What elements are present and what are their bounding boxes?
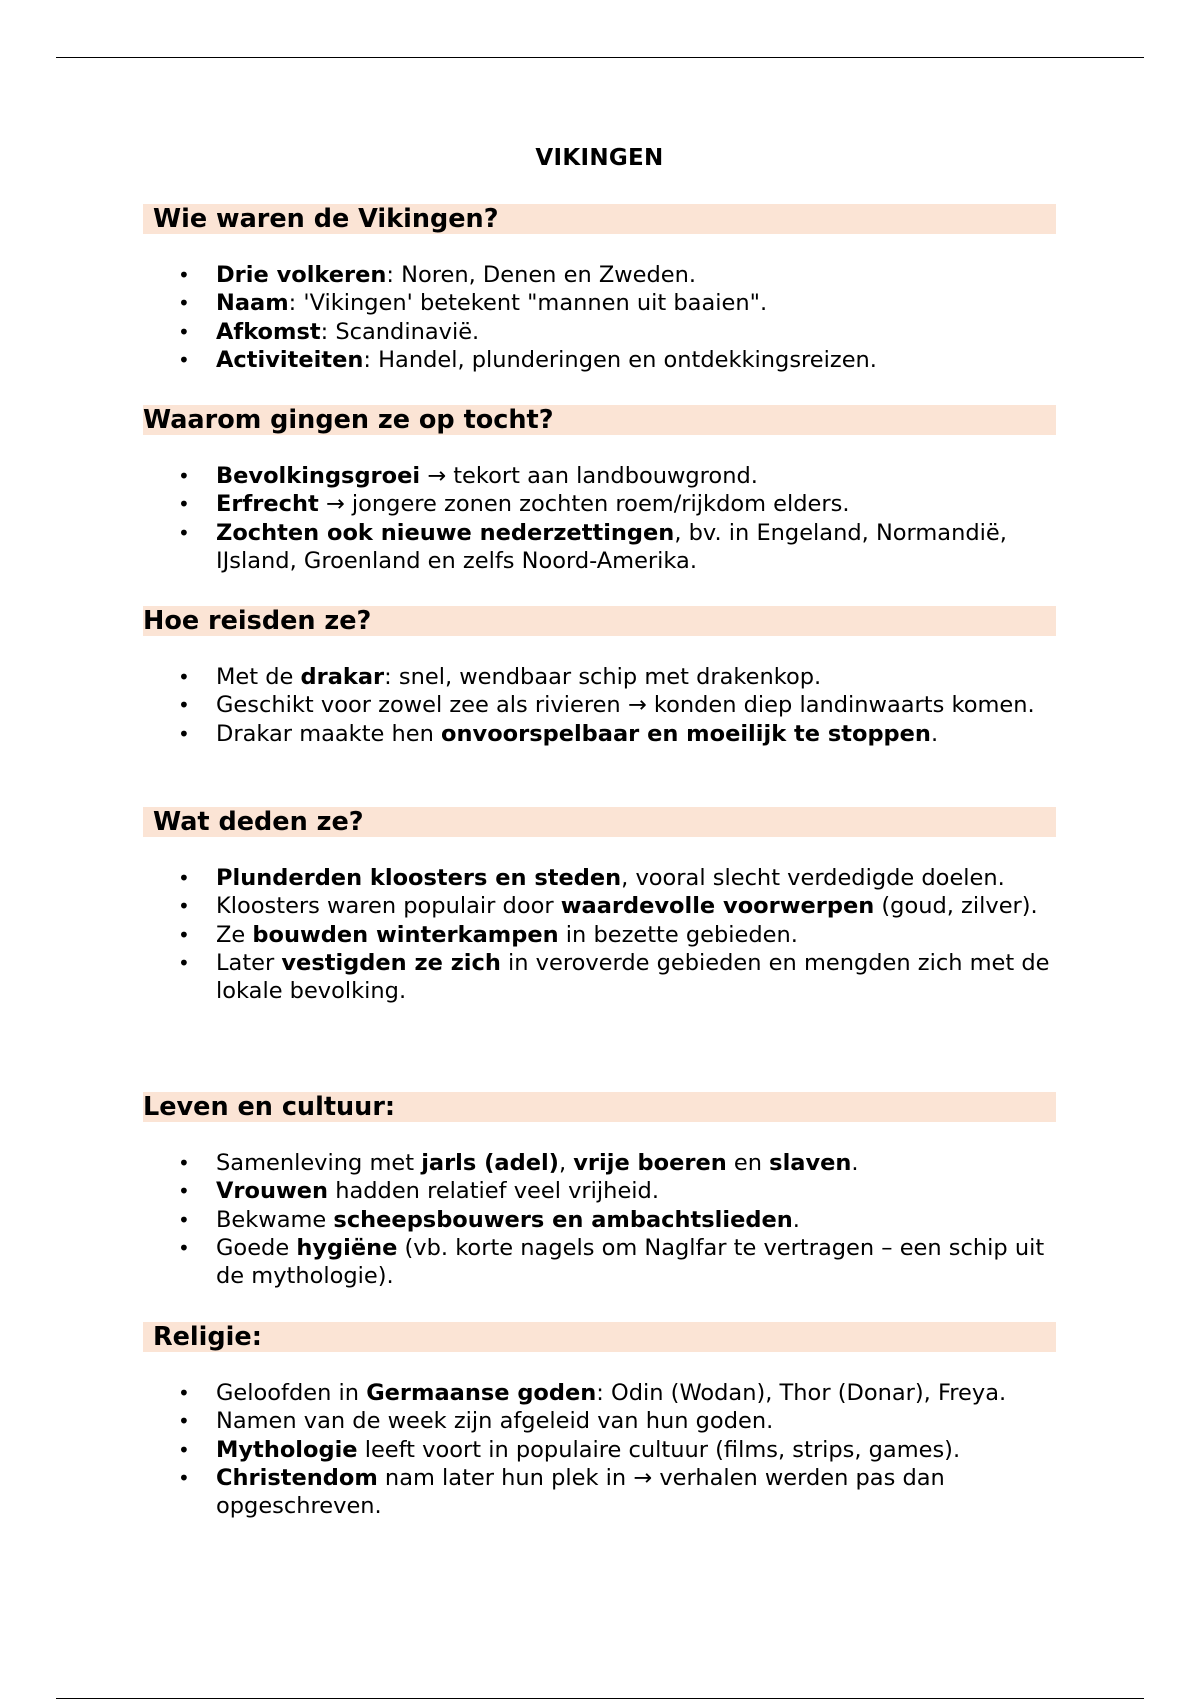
list-item: • Bevolkingsgroei → tekort aan landbouwgrond.: [143, 462, 1056, 490]
bullet-list: [143, 663, 1056, 748]
list-item: • Geschikt voor zowel zee als rivieren → konden diep landinwaarts komen.: [143, 691, 1056, 719]
list-item: • Ze bouwden winterkampen in bezette gebieden.: [143, 921, 1056, 949]
list-item: • Bekwame scheepsbouwers en ambachtslieden.: [143, 1206, 1056, 1234]
list-item: • Vrouwen hadden relatief veel vrijheid.: [143, 1177, 1056, 1205]
list-item: • Erfrecht → jongere zonen zochten roem/rijkdom elders.: [143, 490, 1056, 518]
list-item: • Drie volkeren: Noren, Denen en Zweden.: [143, 261, 1056, 289]
bullet-list: [143, 1379, 1056, 1520]
bullet-list: [143, 462, 1056, 575]
list-item: • Activiteiten: Handel, plunderingen en ontdekkingsreizen.: [143, 346, 1056, 374]
list-item: • Afkomst: Scandinavië.: [143, 318, 1056, 346]
list-item: • Plunderden kloosters en steden, vooral slecht verdedigde doelen.: [143, 864, 1056, 892]
section-heading: Leven en cultuur:: [143, 1092, 1056, 1122]
list-item: • Met de drakar: snel, wendbaar schip met drakenkop.: [143, 663, 1056, 691]
list-item: • Christendom nam later hun plek in → verhalen werden pas dan opgeschreven.: [143, 1464, 1056, 1521]
section-wat-deden: [143, 807, 1056, 1005]
section-heading: Religie:: [143, 1322, 1056, 1352]
section-wie-waren: [143, 204, 1056, 374]
bullet-list: [143, 1149, 1056, 1290]
list-item: • Namen van de week zijn afgeleid van hun goden.: [143, 1407, 1056, 1435]
section-heading: Wie waren de Vikingen?: [143, 204, 1056, 234]
bottom-rule: [56, 1698, 1144, 1699]
bullet-list: [143, 864, 1056, 1005]
list-item: • Samenleving met jarls (adel), vrije boeren en slaven.: [143, 1149, 1056, 1177]
section-waarom: [143, 405, 1056, 575]
list-item: • Geloofden in Germaanse goden: Odin (Wodan), Thor (Donar), Freya.: [143, 1379, 1056, 1407]
top-rule: [56, 57, 1144, 58]
bullet-list: [143, 261, 1056, 374]
section-heading: Waarom gingen ze op tocht?: [143, 405, 1056, 435]
list-item: • Goede hygiëne (vb. korte nagels om Naglfar te vertragen – een schip uit de mythologie).: [143, 1234, 1056, 1291]
section-religie: [143, 1322, 1056, 1520]
list-item: • Naam: 'Vikingen' betekent "mannen uit baaien".: [143, 289, 1056, 317]
list-item: • Zochten ook nieuwe nederzettingen, bv. in Engeland, Normandië, IJsland, Groenland en zelfs Noord-Amerika.: [143, 519, 1056, 576]
section-heading: Wat deden ze?: [143, 807, 1056, 837]
list-item: • Later vestigden ze zich in veroverde gebieden en mengden zich met de lokale bevolking.: [143, 949, 1056, 1006]
list-item: • Drakar maakte hen onvoorspelbaar en moeilijk te stoppen.: [143, 720, 1056, 748]
section-hoe-reisden: [143, 606, 1056, 748]
list-item: • Mythologie leeft voort in populaire cultuur (films, strips, games).: [143, 1436, 1056, 1464]
list-item: • Kloosters waren populair door waardevolle voorwerpen (goud, zilver).: [143, 892, 1056, 920]
section-heading: Hoe reisden ze?: [143, 606, 1056, 636]
section-leven-cultuur: [143, 1092, 1056, 1290]
page-title: VIKINGEN: [535, 145, 664, 171]
